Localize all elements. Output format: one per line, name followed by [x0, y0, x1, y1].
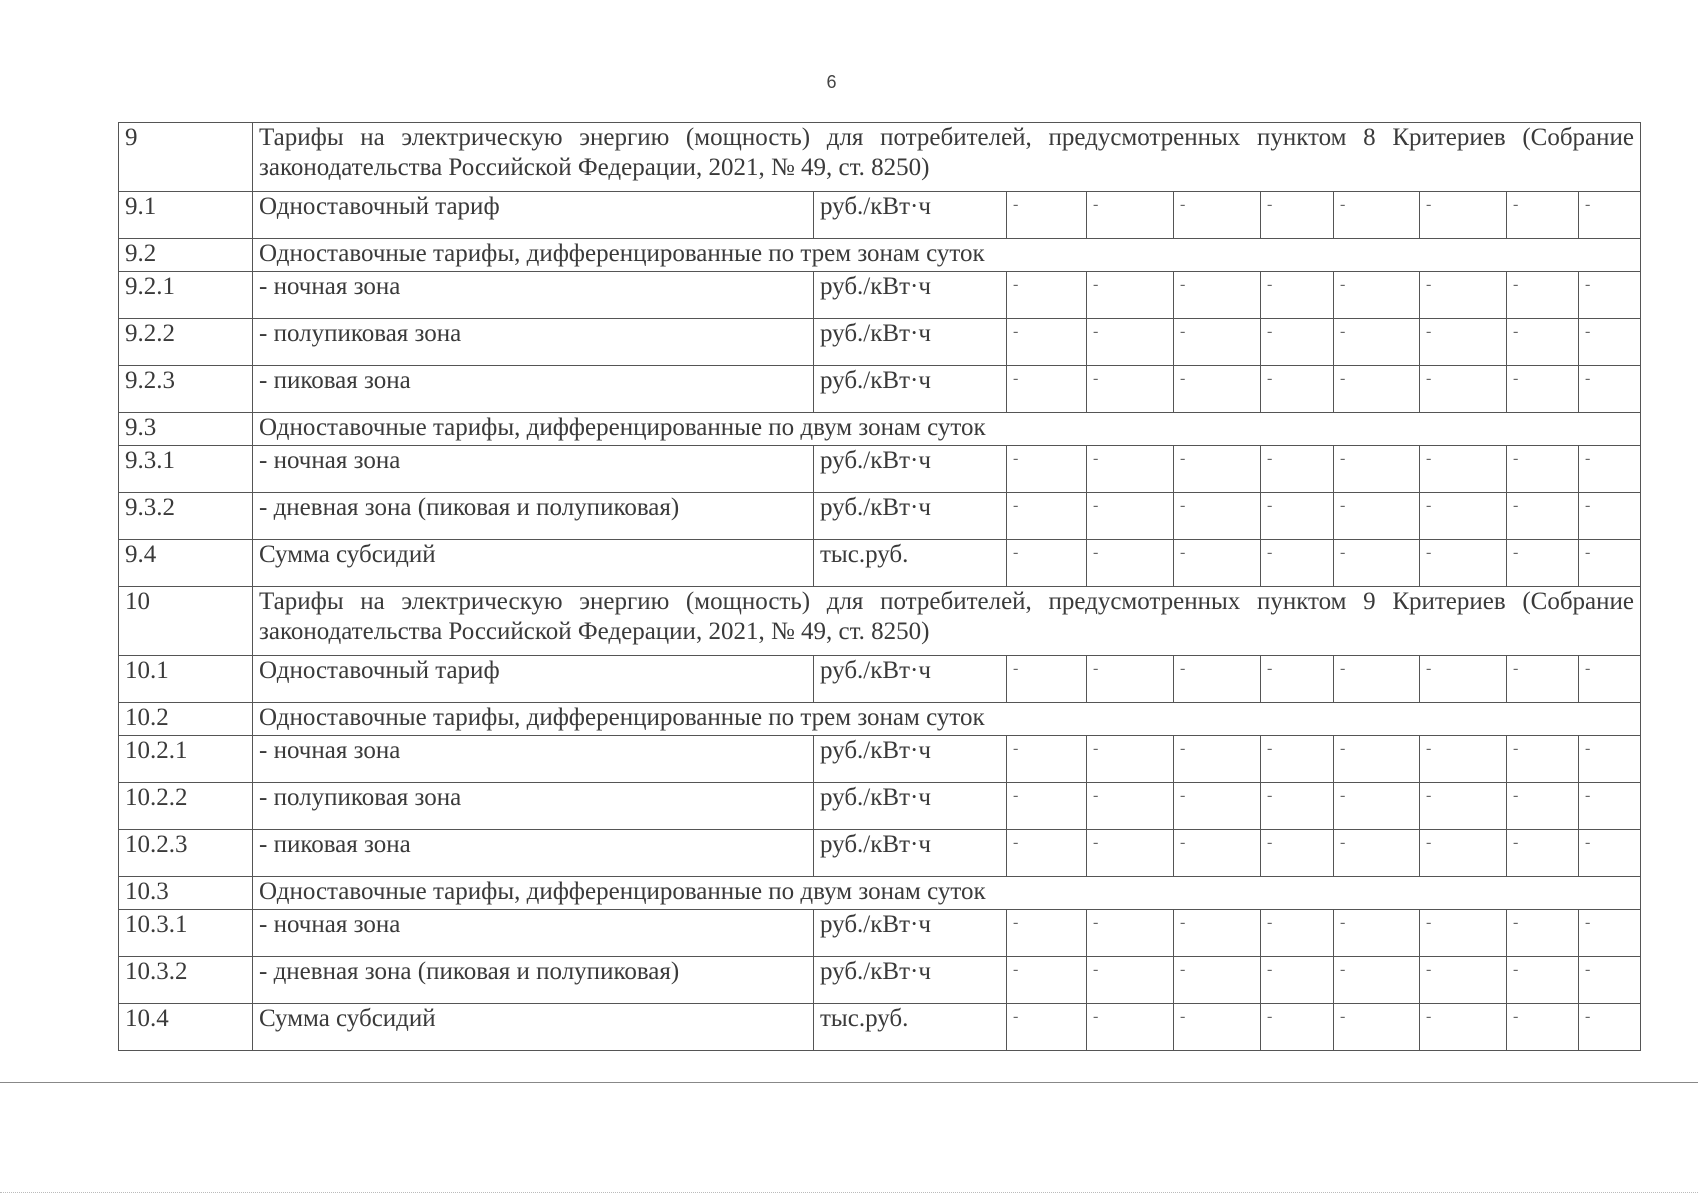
item-name: Одноставочный тариф	[253, 656, 814, 703]
value-cell: -	[1507, 493, 1579, 540]
value-cell: -	[1420, 736, 1507, 783]
value-cell: -	[1334, 830, 1420, 877]
value-cell: -	[1174, 656, 1261, 703]
value-cell: -	[1334, 957, 1420, 1004]
item-name: - полупиковая зона	[253, 319, 814, 366]
item-name: - полупиковая зона	[253, 783, 814, 830]
item-unit: руб./кВт·ч	[814, 319, 1007, 366]
value-cell: -	[1579, 736, 1641, 783]
row-number: 10.2.2	[119, 783, 253, 830]
value-cell: -	[1261, 783, 1334, 830]
value-cell: -	[1174, 1004, 1261, 1051]
value-cell: -	[1420, 957, 1507, 1004]
value-cell: -	[1579, 957, 1641, 1004]
section-title: Тарифы на электрическую энергию (мощность) для потребителей, предусмотренных пунктом 9 Критериев (Собрание законодательства Российской Федерации, 2021, № 49, ст. 8250)	[253, 587, 1641, 656]
value-cell: -	[1087, 319, 1174, 366]
value-cell: -	[1007, 1004, 1087, 1051]
table-row-item	[119, 446, 1641, 493]
table-row-section	[119, 587, 1641, 656]
item-name: - ночная зона	[253, 910, 814, 957]
value-cell: -	[1174, 319, 1261, 366]
value-cell: -	[1087, 272, 1174, 319]
value-cell: -	[1007, 783, 1087, 830]
table-row-item	[119, 1004, 1641, 1051]
page-number: 6	[826, 72, 837, 92]
section-title: Тарифы на электрическую энергию (мощность) для потребителей, предусмотренных пунктом 8 Критериев (Собрание законодательства Российской Федерации, 2021, № 49, ст. 8250)	[253, 123, 1641, 192]
value-cell: -	[1334, 272, 1420, 319]
value-cell: -	[1579, 192, 1641, 239]
table-row-item	[119, 493, 1641, 540]
item-unit: руб./кВт·ч	[814, 783, 1007, 830]
value-cell: -	[1174, 540, 1261, 587]
table-row-group	[119, 703, 1641, 736]
value-cell: -	[1261, 830, 1334, 877]
tariff-table	[118, 122, 1641, 1051]
value-cell: -	[1007, 319, 1087, 366]
value-cell: -	[1334, 736, 1420, 783]
value-cell: -	[1420, 192, 1507, 239]
row-number: 10	[119, 587, 253, 656]
row-number: 10.4	[119, 1004, 253, 1051]
value-cell: -	[1420, 910, 1507, 957]
value-cell: -	[1334, 540, 1420, 587]
value-cell: -	[1007, 830, 1087, 877]
value-cell: -	[1261, 1004, 1334, 1051]
value-cell: -	[1174, 272, 1261, 319]
value-cell: -	[1420, 1004, 1507, 1051]
value-cell: -	[1261, 366, 1334, 413]
row-number: 9.3.1	[119, 446, 253, 493]
value-cell: -	[1579, 656, 1641, 703]
table-row-item	[119, 540, 1641, 587]
value-cell: -	[1087, 736, 1174, 783]
value-cell: -	[1507, 540, 1579, 587]
value-cell: -	[1174, 446, 1261, 493]
value-cell: -	[1334, 1004, 1420, 1051]
item-name: - ночная зона	[253, 272, 814, 319]
value-cell: -	[1579, 319, 1641, 366]
value-cell: -	[1174, 830, 1261, 877]
value-cell: -	[1579, 272, 1641, 319]
table-row-item	[119, 272, 1641, 319]
value-cell: -	[1087, 957, 1174, 1004]
value-cell: -	[1507, 910, 1579, 957]
row-number: 10.1	[119, 656, 253, 703]
value-cell: -	[1261, 319, 1334, 366]
item-name: - пиковая зона	[253, 830, 814, 877]
value-cell: -	[1334, 192, 1420, 239]
value-cell: -	[1420, 830, 1507, 877]
item-unit: руб./кВт·ч	[814, 446, 1007, 493]
value-cell: -	[1334, 656, 1420, 703]
value-cell: -	[1261, 736, 1334, 783]
table-row-item	[119, 910, 1641, 957]
row-number: 9.2.2	[119, 319, 253, 366]
row-number: 9	[119, 123, 253, 192]
row-number: 9.3.2	[119, 493, 253, 540]
value-cell: -	[1261, 446, 1334, 493]
value-cell: -	[1174, 366, 1261, 413]
table-row-section	[119, 123, 1641, 192]
row-number: 10.2	[119, 703, 253, 736]
value-cell: -	[1261, 493, 1334, 540]
value-cell: -	[1261, 910, 1334, 957]
table-row-item	[119, 656, 1641, 703]
table-row-item	[119, 957, 1641, 1004]
item-name: Сумма субсидий	[253, 1004, 814, 1051]
value-cell: -	[1087, 910, 1174, 957]
value-cell: -	[1507, 783, 1579, 830]
value-cell: -	[1579, 830, 1641, 877]
row-number: 10.2.3	[119, 830, 253, 877]
value-cell: -	[1087, 656, 1174, 703]
value-cell: -	[1007, 736, 1087, 783]
item-name: Сумма субсидий	[253, 540, 814, 587]
value-cell: -	[1507, 957, 1579, 1004]
value-cell: -	[1087, 493, 1174, 540]
value-cell: -	[1334, 446, 1420, 493]
value-cell: -	[1174, 910, 1261, 957]
item-unit: руб./кВт·ч	[814, 957, 1007, 1004]
item-unit: тыс.руб.	[814, 1004, 1007, 1051]
value-cell: -	[1507, 319, 1579, 366]
value-cell: -	[1579, 1004, 1641, 1051]
value-cell: -	[1174, 493, 1261, 540]
table-row-item	[119, 783, 1641, 830]
value-cell: -	[1579, 783, 1641, 830]
value-cell: -	[1507, 446, 1579, 493]
value-cell: -	[1507, 1004, 1579, 1051]
value-cell: -	[1507, 736, 1579, 783]
row-number: 9.2.1	[119, 272, 253, 319]
value-cell: -	[1007, 192, 1087, 239]
row-number: 10.3.1	[119, 910, 253, 957]
value-cell: -	[1174, 736, 1261, 783]
value-cell: -	[1087, 783, 1174, 830]
value-cell: -	[1087, 366, 1174, 413]
value-cell: -	[1507, 656, 1579, 703]
value-cell: -	[1420, 319, 1507, 366]
row-number: 10.3.2	[119, 957, 253, 1004]
group-title: Одноставочные тарифы, дифференцированные по трем зонам суток	[253, 239, 1641, 272]
value-cell: -	[1087, 830, 1174, 877]
value-cell: -	[1261, 957, 1334, 1004]
value-cell: -	[1507, 272, 1579, 319]
value-cell: -	[1579, 366, 1641, 413]
row-number: 10.2.1	[119, 736, 253, 783]
row-number: 9.3	[119, 413, 253, 446]
value-cell: -	[1420, 656, 1507, 703]
value-cell: -	[1261, 540, 1334, 587]
value-cell: -	[1174, 192, 1261, 239]
item-name: - дневная зона (пиковая и полупиковая)	[253, 493, 814, 540]
item-unit: руб./кВт·ч	[814, 366, 1007, 413]
table-row-item	[119, 319, 1641, 366]
row-number: 9.1	[119, 192, 253, 239]
group-title: Одноставочные тарифы, дифференцированные по трем зонам суток	[253, 703, 1641, 736]
item-unit: руб./кВт·ч	[814, 272, 1007, 319]
value-cell: -	[1334, 493, 1420, 540]
value-cell: -	[1420, 493, 1507, 540]
item-unit: руб./кВт·ч	[814, 830, 1007, 877]
value-cell: -	[1420, 272, 1507, 319]
item-unit: тыс.руб.	[814, 540, 1007, 587]
item-name: - пиковая зона	[253, 366, 814, 413]
table-row-group	[119, 877, 1641, 910]
item-name: - ночная зона	[253, 736, 814, 783]
value-cell: -	[1174, 957, 1261, 1004]
item-name: Одноставочный тариф	[253, 192, 814, 239]
value-cell: -	[1007, 493, 1087, 540]
value-cell: -	[1174, 783, 1261, 830]
value-cell: -	[1579, 910, 1641, 957]
value-cell: -	[1579, 540, 1641, 587]
table-row-item	[119, 192, 1641, 239]
table-row-item	[119, 366, 1641, 413]
value-cell: -	[1334, 910, 1420, 957]
value-cell: -	[1334, 319, 1420, 366]
row-number: 9.2	[119, 239, 253, 272]
value-cell: -	[1007, 540, 1087, 587]
item-unit: руб./кВт·ч	[814, 493, 1007, 540]
value-cell: -	[1334, 366, 1420, 413]
value-cell: -	[1261, 272, 1334, 319]
table-row-item	[119, 736, 1641, 783]
value-cell: -	[1007, 272, 1087, 319]
value-cell: -	[1007, 656, 1087, 703]
value-cell: -	[1261, 656, 1334, 703]
value-cell: -	[1007, 446, 1087, 493]
item-unit: руб./кВт·ч	[814, 656, 1007, 703]
row-number: 9.2.3	[119, 366, 253, 413]
item-name: - дневная зона (пиковая и полупиковая)	[253, 957, 814, 1004]
table-row-group	[119, 239, 1641, 272]
value-cell: -	[1087, 540, 1174, 587]
row-number: 10.3	[119, 877, 253, 910]
value-cell: -	[1507, 830, 1579, 877]
value-cell: -	[1420, 540, 1507, 587]
page-bottom-rule	[0, 1082, 1698, 1083]
scan-edge	[0, 1192, 1698, 1193]
value-cell: -	[1507, 192, 1579, 239]
value-cell: -	[1087, 192, 1174, 239]
table-row-group	[119, 413, 1641, 446]
value-cell: -	[1007, 366, 1087, 413]
item-name: - ночная зона	[253, 446, 814, 493]
item-unit: руб./кВт·ч	[814, 910, 1007, 957]
value-cell: -	[1261, 192, 1334, 239]
value-cell: -	[1420, 783, 1507, 830]
value-cell: -	[1007, 957, 1087, 1004]
value-cell: -	[1507, 366, 1579, 413]
value-cell: -	[1579, 446, 1641, 493]
row-number: 9.4	[119, 540, 253, 587]
value-cell: -	[1579, 493, 1641, 540]
value-cell: -	[1420, 446, 1507, 493]
item-unit: руб./кВт·ч	[814, 192, 1007, 239]
value-cell: -	[1420, 366, 1507, 413]
value-cell: -	[1334, 783, 1420, 830]
value-cell: -	[1007, 910, 1087, 957]
item-unit: руб./кВт·ч	[814, 736, 1007, 783]
group-title: Одноставочные тарифы, дифференцированные по двум зонам суток	[253, 877, 1641, 910]
group-title: Одноставочные тарифы, дифференцированные по двум зонам суток	[253, 413, 1641, 446]
value-cell: -	[1087, 446, 1174, 493]
table-row-item	[119, 830, 1641, 877]
value-cell: -	[1087, 1004, 1174, 1051]
